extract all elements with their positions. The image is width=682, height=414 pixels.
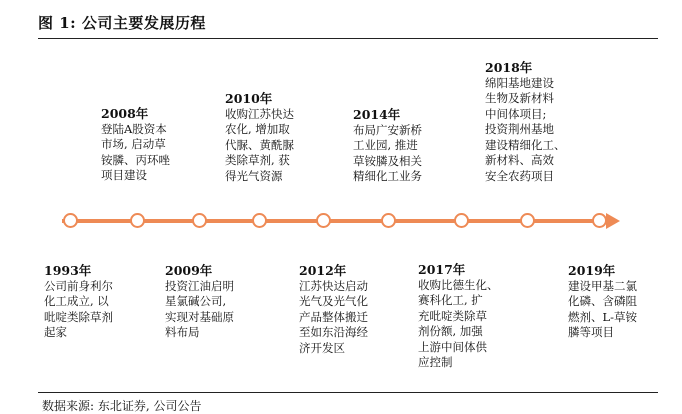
event-description: 布局广安新桥 工业园, 推进 草铵膦及相关 精细化工业务 bbox=[353, 122, 422, 183]
event-year: 2012年 bbox=[299, 263, 347, 278]
event-year: 2008年 bbox=[101, 106, 149, 121]
timeline-node-1993 bbox=[63, 213, 78, 228]
event-year: 2010年 bbox=[225, 91, 273, 106]
timeline-node-2008 bbox=[130, 213, 145, 228]
event-description: 绵阳基地建设 生物及新材料 中间体项目; 投资荆州基地 建设精细化工、 新材料、高效 安全农药项目 bbox=[485, 75, 566, 183]
timeline-node-2017 bbox=[454, 213, 469, 228]
event-year: 1993年 bbox=[44, 263, 92, 278]
event-year: 2017年 bbox=[418, 262, 466, 277]
event-description: 建设甲基二氯 化磷、含磷阻 燃剂、L-草铵 膦等项目 bbox=[568, 278, 638, 339]
event-description: 登陆A股资本 市场, 启动草 铵膦、丙环唑 项目建设 bbox=[101, 121, 170, 182]
bottom-rule bbox=[38, 392, 658, 393]
event-2014 bbox=[353, 107, 422, 185]
event-2009 bbox=[165, 263, 234, 341]
data-source: 数据来源: 东北证券, 公司公告 bbox=[42, 399, 202, 413]
event-2019 bbox=[568, 263, 637, 341]
event-description: 收购江苏快达 农化, 增加取 代脲、黄酰脲 类除草剂, 获 得光气资源 bbox=[225, 106, 294, 183]
timeline-node-2018 bbox=[520, 213, 535, 228]
event-description: 公司前身利尔 化工成立, 以 吡啶类除草剂 起家 bbox=[44, 278, 113, 339]
event-2017 bbox=[418, 262, 499, 371]
event-description: 江苏快达启动 光气及光气化 产品整体搬迁 至如东沿海经 济开发区 bbox=[299, 278, 368, 355]
event-2008 bbox=[101, 106, 170, 184]
event-2018 bbox=[485, 60, 566, 184]
timeline-node-2009 bbox=[192, 213, 207, 228]
timeline-node-2010 bbox=[252, 213, 267, 228]
figure-title: 图 1: 公司主要发展历程 bbox=[38, 14, 206, 32]
event-description: 投资江油启明 星氯碱公司, 实现对基础原 料布局 bbox=[165, 278, 234, 339]
timeline-node-2014 bbox=[381, 213, 396, 228]
timeline-node-2019 bbox=[592, 213, 607, 228]
event-2010 bbox=[225, 91, 294, 184]
event-description: 收购比德生化、 赛科化工, 扩 充吡啶类除草 剂份额, 加强 上游中间体供 应控制 bbox=[418, 277, 499, 369]
event-2012 bbox=[299, 263, 368, 356]
event-year: 2014年 bbox=[353, 107, 401, 122]
event-year: 2009年 bbox=[165, 263, 213, 278]
event-year: 2019年 bbox=[568, 263, 616, 278]
timeline-node-2012 bbox=[316, 213, 331, 228]
event-1993 bbox=[44, 263, 113, 341]
arrow-head-icon bbox=[606, 213, 620, 229]
event-year: 2018年 bbox=[485, 60, 533, 75]
